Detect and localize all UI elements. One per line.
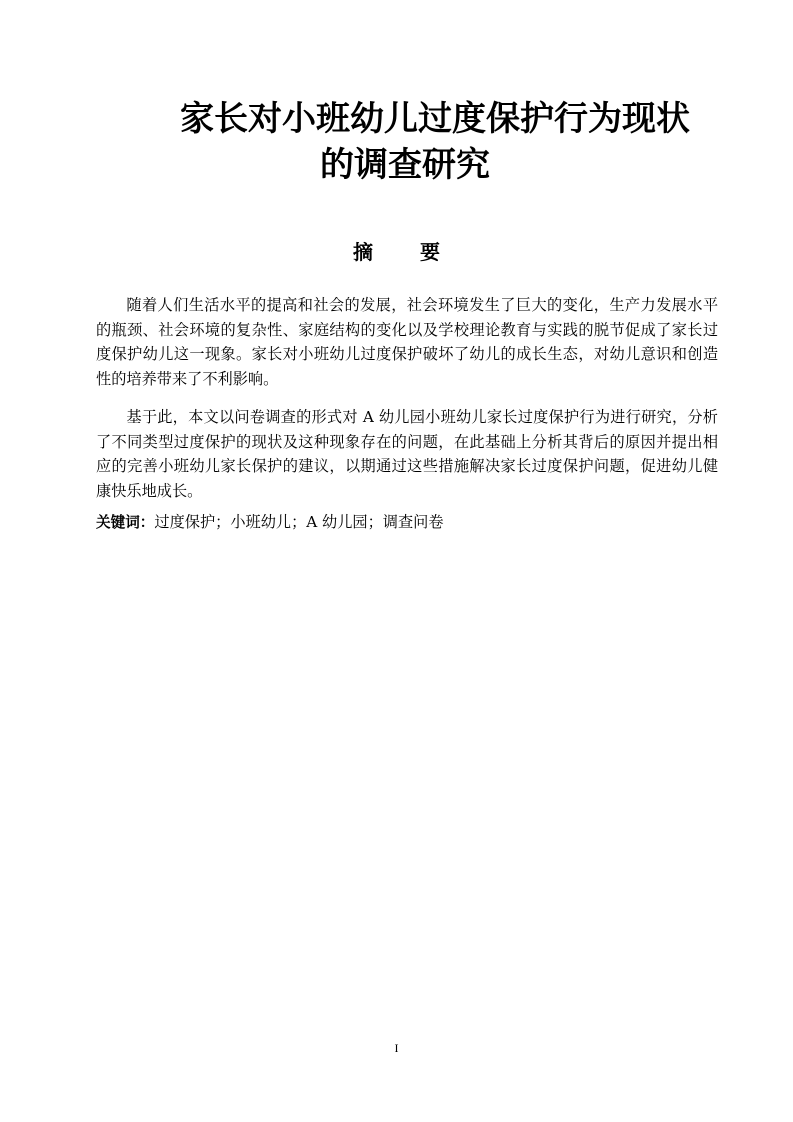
document-title-line-1: 家长对小班幼儿过度保护行为现状 xyxy=(180,99,690,139)
document-title-line-2: 的调查研究 xyxy=(320,145,490,185)
keywords-text: 过度保护；小班幼儿；A 幼儿园；调查问卷 xyxy=(154,513,444,531)
abstract-paragraph-1: 随着人们生活水平的提高和社会的发展，社会环境发生了巨大的变化，生产力发展水平的瓶颈、社会环境的复杂性、家庭结构的变化以及学校理论教育与实践的脱节促成了家长过度保护幼儿这一现象。家长对小班幼儿过度保护破坏了幼儿的成长生态，对幼儿意识和创造性的培养带来了不利影响。 xyxy=(96,296,718,388)
keywords-label: 关键词： xyxy=(96,514,155,531)
abstract-heading: 摘 要 xyxy=(353,240,460,264)
abstract-paragraph-2: 基于此，本文以问卷调查的形式对 A 幼儿园小班幼儿家长过度保护行为进行研究，分析了不同类型过度保护的现状及这种现象存在的问题，在此基础上分析其背后的原因并提出相应的完善小班幼儿家长保护的建议，以期通过这些措施解决家长过度保护问题，促进幼儿健康快乐地成长。 xyxy=(96,408,718,500)
page-number: I xyxy=(394,1041,399,1055)
keywords-line xyxy=(96,510,718,535)
